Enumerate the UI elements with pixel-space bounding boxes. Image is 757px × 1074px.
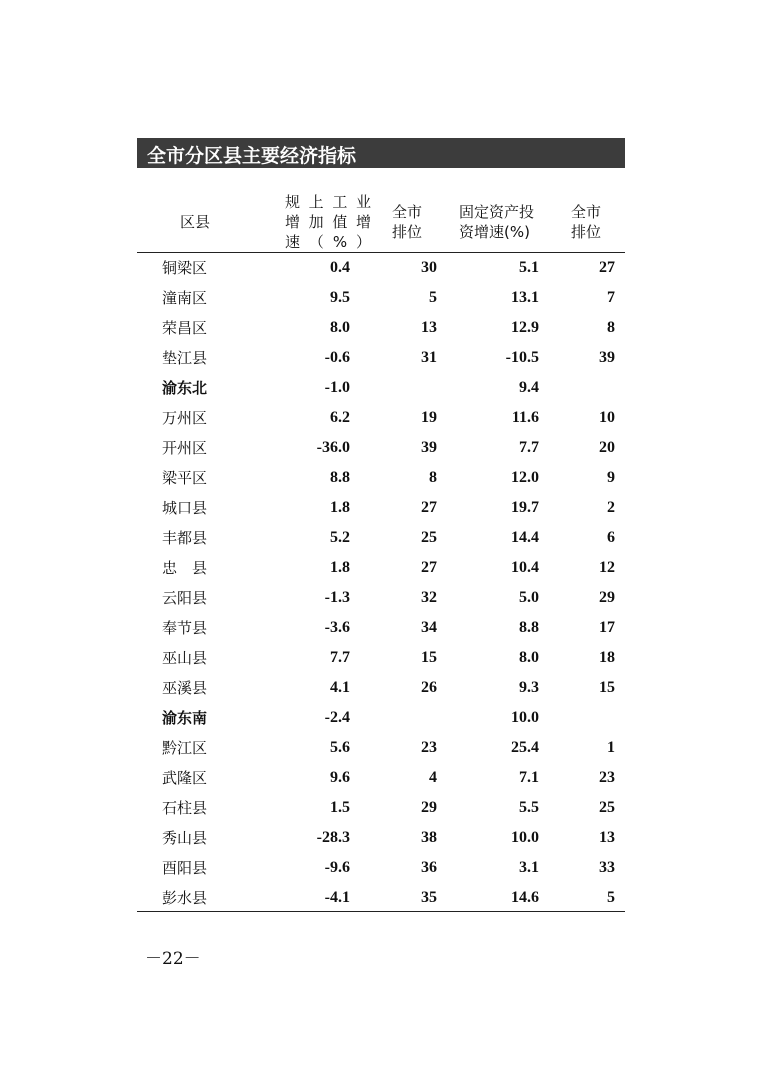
table-row bbox=[137, 583, 625, 613]
header-city-rank-2-line1: 全市 bbox=[571, 203, 602, 221]
district-name: 丰都县 bbox=[162, 529, 208, 547]
district-name: 武隆区 bbox=[162, 769, 208, 787]
city-rank-1-cell: 8 bbox=[429, 469, 437, 486]
header-city-rank-2 bbox=[571, 202, 601, 242]
table-bottom-rule bbox=[137, 911, 625, 912]
fixed-asset-growth-cell: 8.8 bbox=[519, 619, 539, 636]
city-rank-1-cell: 13 bbox=[421, 319, 437, 336]
fixed-asset-growth-cell: 13.1 bbox=[511, 289, 539, 306]
table-row bbox=[137, 463, 625, 493]
region-subtotal-row bbox=[137, 373, 625, 403]
fixed-asset-growth-cell: 5.5 bbox=[519, 799, 539, 816]
city-rank-2-cell: 9 bbox=[607, 469, 615, 486]
industrial-growth-cell: -9.6 bbox=[324, 859, 350, 876]
table-row bbox=[137, 433, 625, 463]
city-rank-2-cell: 6 bbox=[607, 529, 615, 546]
table-title: 全市分区县主要经济指标 bbox=[147, 145, 357, 167]
city-rank-1-cell: 29 bbox=[421, 799, 437, 816]
city-rank-1-cell: 30 bbox=[421, 259, 437, 276]
district-name: 秀山县 bbox=[162, 829, 208, 847]
industrial-growth-cell: 8.8 bbox=[330, 469, 350, 486]
header-fixed-asset-line2: 资增速(%) bbox=[459, 223, 530, 241]
city-rank-1-cell: 26 bbox=[421, 679, 437, 696]
table-body bbox=[137, 253, 625, 913]
header-city-rank-1-line2: 排位 bbox=[392, 223, 423, 241]
industrial-growth-cell: 0.4 bbox=[330, 259, 350, 276]
fixed-asset-growth-cell: -10.5 bbox=[505, 349, 539, 366]
table-row bbox=[137, 493, 625, 523]
city-rank-1-cell: 36 bbox=[421, 859, 437, 876]
city-rank-1-cell: 27 bbox=[421, 499, 437, 516]
fixed-asset-growth-cell: 8.0 bbox=[519, 649, 539, 666]
city-rank-2-cell: 8 bbox=[607, 319, 615, 336]
industrial-growth-cell: -4.1 bbox=[324, 889, 350, 906]
table-row bbox=[137, 343, 625, 373]
industrial-growth-cell: 4.1 bbox=[330, 679, 350, 696]
city-rank-2-cell: 15 bbox=[599, 679, 615, 696]
table-row bbox=[137, 253, 625, 283]
header-fixed-asset-growth bbox=[459, 202, 534, 242]
fixed-asset-growth-cell: 9.4 bbox=[519, 379, 539, 396]
table-title-bar bbox=[137, 138, 625, 168]
district-name: 渝东北 bbox=[162, 379, 208, 397]
industrial-growth-cell: -0.6 bbox=[324, 349, 350, 366]
industrial-growth-cell: -36.0 bbox=[316, 439, 350, 456]
city-rank-2-cell: 18 bbox=[599, 649, 615, 666]
industrial-growth-cell: 1.8 bbox=[330, 559, 350, 576]
table-row bbox=[137, 643, 625, 673]
fixed-asset-growth-cell: 10.0 bbox=[511, 709, 539, 726]
fixed-asset-growth-cell: 14.6 bbox=[511, 889, 539, 906]
industrial-growth-cell: 9.5 bbox=[330, 289, 350, 306]
table-row bbox=[137, 313, 625, 343]
city-rank-1-cell: 23 bbox=[421, 739, 437, 756]
fixed-asset-growth-cell: 5.0 bbox=[519, 589, 539, 606]
fixed-asset-growth-cell: 10.0 bbox=[511, 829, 539, 846]
city-rank-1-cell: 32 bbox=[421, 589, 437, 606]
fixed-asset-growth-cell: 11.6 bbox=[511, 409, 539, 426]
table-row bbox=[137, 523, 625, 553]
city-rank-2-cell: 23 bbox=[599, 769, 615, 786]
fixed-asset-growth-cell: 14.4 bbox=[511, 529, 539, 546]
header-industrial-growth: 规 上 工 业 增 加 值 增 速（%） bbox=[285, 193, 371, 251]
table-row bbox=[137, 673, 625, 703]
table-row bbox=[137, 883, 625, 913]
district-name: 垫江县 bbox=[162, 349, 208, 367]
fixed-asset-growth-cell: 5.1 bbox=[519, 259, 539, 276]
district-name: 荣昌区 bbox=[162, 319, 208, 337]
table-row bbox=[137, 403, 625, 433]
city-rank-2-cell: 13 bbox=[599, 829, 615, 846]
fixed-asset-growth-cell: 7.7 bbox=[519, 439, 539, 456]
table-row bbox=[137, 613, 625, 643]
table-row bbox=[137, 793, 625, 823]
table-row bbox=[137, 733, 625, 763]
city-rank-2-cell: 12 bbox=[599, 559, 615, 576]
city-rank-1-cell: 34 bbox=[421, 619, 437, 636]
industrial-growth-cell: 7.7 bbox=[330, 649, 350, 666]
district-name: 渝东南 bbox=[162, 709, 208, 727]
city-rank-2-cell: 2 bbox=[607, 499, 615, 516]
district-name: 巫溪县 bbox=[162, 679, 208, 697]
fixed-asset-growth-cell: 10.4 bbox=[511, 559, 539, 576]
district-name: 忠 县 bbox=[162, 559, 208, 577]
city-rank-1-cell: 27 bbox=[421, 559, 437, 576]
city-rank-1-cell: 31 bbox=[421, 349, 437, 366]
district-name: 石柱县 bbox=[162, 799, 208, 817]
industrial-growth-cell: -1.3 bbox=[324, 589, 350, 606]
city-rank-1-cell: 15 bbox=[421, 649, 437, 666]
table-row bbox=[137, 853, 625, 883]
city-rank-2-cell: 20 bbox=[599, 439, 615, 456]
header-district: 区县 bbox=[180, 213, 211, 231]
industrial-growth-cell: -3.6 bbox=[324, 619, 350, 636]
header-city-rank-1-line1: 全市 bbox=[392, 203, 423, 221]
district-name: 万州区 bbox=[162, 409, 208, 427]
city-rank-2-cell: 27 bbox=[599, 259, 615, 276]
city-rank-2-cell: 10 bbox=[599, 409, 615, 426]
industrial-growth-cell: 9.6 bbox=[330, 769, 350, 786]
industrial-growth-cell: -28.3 bbox=[316, 829, 350, 846]
city-rank-2-cell: 5 bbox=[607, 889, 615, 906]
city-rank-1-cell: 5 bbox=[429, 289, 437, 306]
industrial-growth-cell: 8.0 bbox=[330, 319, 350, 336]
district-name: 云阳县 bbox=[162, 589, 208, 607]
fixed-asset-growth-cell: 7.1 bbox=[519, 769, 539, 786]
district-name: 巫山县 bbox=[162, 649, 208, 667]
district-name: 开州区 bbox=[162, 439, 208, 457]
industrial-growth-cell: 1.5 bbox=[330, 799, 350, 816]
district-name: 铜梁区 bbox=[162, 259, 208, 277]
city-rank-2-cell: 17 bbox=[599, 619, 615, 636]
city-rank-1-cell: 25 bbox=[421, 529, 437, 546]
page-number: －22－ bbox=[145, 949, 201, 969]
table-row bbox=[137, 283, 625, 313]
district-name: 黔江区 bbox=[162, 739, 208, 757]
city-rank-1-cell: 19 bbox=[421, 409, 437, 426]
industrial-growth-cell: -2.4 bbox=[324, 709, 350, 726]
table-row bbox=[137, 553, 625, 583]
city-rank-2-cell: 33 bbox=[599, 859, 615, 876]
industrial-growth-cell: -1.0 bbox=[324, 379, 350, 396]
header-city-rank-2-line2: 排位 bbox=[571, 223, 602, 241]
city-rank-2-cell: 25 bbox=[599, 799, 615, 816]
district-name: 奉节县 bbox=[162, 619, 208, 637]
district-name: 梁平区 bbox=[162, 469, 208, 487]
district-name: 彭水县 bbox=[162, 889, 208, 907]
fixed-asset-growth-cell: 3.1 bbox=[519, 859, 539, 876]
district-name: 酉阳县 bbox=[162, 859, 208, 877]
district-name: 城口县 bbox=[162, 499, 208, 517]
fixed-asset-growth-cell: 9.3 bbox=[519, 679, 539, 696]
city-rank-2-cell: 29 bbox=[599, 589, 615, 606]
region-subtotal-row bbox=[137, 703, 625, 733]
district-name: 潼南区 bbox=[162, 289, 208, 307]
industrial-growth-cell: 1.8 bbox=[330, 499, 350, 516]
table-row bbox=[137, 823, 625, 853]
industrial-growth-cell: 6.2 bbox=[330, 409, 350, 426]
city-rank-1-cell: 4 bbox=[429, 769, 437, 786]
header-city-rank-1 bbox=[392, 202, 422, 242]
fixed-asset-growth-cell: 19.7 bbox=[511, 499, 539, 516]
table-header bbox=[137, 192, 625, 252]
city-rank-2-cell: 7 bbox=[607, 289, 615, 306]
city-rank-2-cell: 1 bbox=[607, 739, 615, 756]
industrial-growth-cell: 5.2 bbox=[330, 529, 350, 546]
city-rank-1-cell: 35 bbox=[421, 889, 437, 906]
table-row bbox=[137, 763, 625, 793]
industrial-growth-cell: 5.6 bbox=[330, 739, 350, 756]
city-rank-1-cell: 38 bbox=[421, 829, 437, 846]
header-fixed-asset-line1: 固定资产投 bbox=[459, 203, 535, 221]
fixed-asset-growth-cell: 12.0 bbox=[511, 469, 539, 486]
city-rank-1-cell: 39 bbox=[421, 439, 437, 456]
city-rank-2-cell: 39 bbox=[599, 349, 615, 366]
fixed-asset-growth-cell: 12.9 bbox=[511, 319, 539, 336]
fixed-asset-growth-cell: 25.4 bbox=[511, 739, 539, 756]
